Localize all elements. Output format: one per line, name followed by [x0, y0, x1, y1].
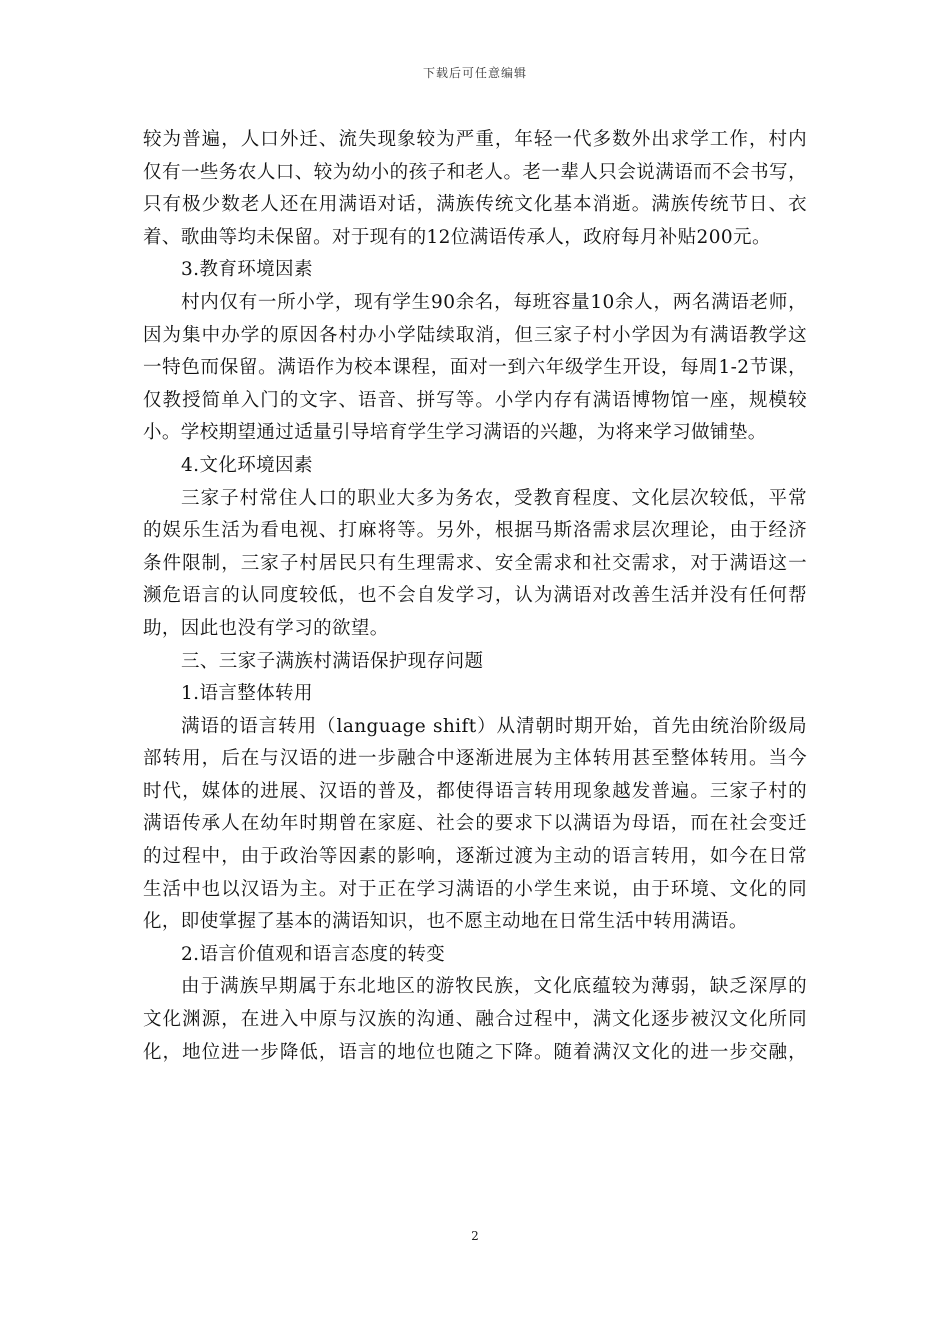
text-line: 2.语言价值观和语言态度的转变: [181, 943, 446, 965]
text-line: 满语的语言转用（language shift）从清朝时期开始，首先由统治阶级局: [181, 715, 807, 737]
text-line: 文化渊源，在进入中原与汉族的沟通、融合过程中，满文化逐步被汉文化所同: [143, 1009, 807, 1031]
text-line: 濒危语言的认同度较低，也不会自发学习，认为满语对改善生活并没有任何帮: [143, 585, 807, 607]
text-line: 条件限制，三家子村居民只有生理需求、安全需求和社交需求，对于满语这一: [143, 552, 807, 574]
text-line: 4.文化环境因素: [181, 454, 313, 476]
text-line: 时代，媒体的进展、汉语的普及，都使得语言转用现象越发普遍。三家子村的: [143, 780, 807, 802]
text-line: 着、歌曲等均未保留。对于现有的12位满语传承人，政府每月补贴200元。: [143, 226, 771, 248]
text-line: 生活中也以汉语为主。对于正在学习满语的小学生来说，由于环境、文化的同: [143, 878, 807, 900]
text-line: 3.教育环境因素: [181, 259, 313, 281]
text-line: 仅有一些务农人口、较为幼小的孩子和老人。老一辈人只会说满语而不会书写，: [143, 161, 807, 183]
page-number: 2: [471, 1229, 479, 1243]
text-line: 村内仅有一所小学，现有学生90余名，每班容量10余人，两名满语老师，: [181, 291, 807, 313]
text-line: 助，因此也没有学习的欲望。: [143, 617, 389, 639]
text-line: 满语传承人在幼年时期曾在家庭、社会的要求下以满语为母语，而在社会变迁: [143, 813, 807, 835]
page-header: 下载后可任意编辑: [422, 66, 527, 80]
text-line: 因为集中办学的原因各村办小学陆续取消，但三家子村小学因为有满语教学这: [143, 324, 807, 346]
text-line: 一特色而保留。满语作为校本课程，面对一到六年级学生开设，每周1-2节课，: [143, 357, 807, 379]
text-line: 部转用，后在与汉语的进一步融合中逐渐进展为主体转用甚至整体转用。当今: [143, 748, 807, 770]
text-line: 的娱乐生活为看电视、打麻将等。另外，根据马斯洛需求层次理论，由于经济: [143, 520, 807, 542]
text-line: 由于满族早期属于东北地区的游牧民族，文化底蕴较为薄弱，缺乏深厚的: [181, 976, 807, 998]
text-line: 1.语言整体转用: [181, 683, 313, 705]
text-line: 仅教授简单入门的文字、语音、拼写等。小学内存有满语博物馆一座，规模较: [143, 389, 807, 411]
text-line: 三家子村常住人口的职业大多为务农，受教育程度、文化层次较低，平常: [181, 487, 807, 509]
text-line: 小。学校期望通过适量引导培育学生学习满语的兴趣，为将来学习做铺垫。: [143, 422, 767, 444]
text-line: 较为普遍，人口外迁、流失现象较为严重，年轻一代多数外出求学工作，村内: [143, 129, 807, 150]
text-line: 化，即使掌握了基本的满语知识，也不愿主动地在日常生活中转用满语。: [143, 911, 748, 933]
text-line: 的过程中，由于政治等因素的影响，逐渐过渡为主动的语言转用，如今在日常: [143, 846, 807, 868]
document-body: [143, 124, 807, 1069]
text-line: 三、三家子满族村满语保护现存问题: [181, 650, 484, 672]
text-line: 化，地位进一步降低，语言的地位也随之下降。随着满汉文化的进一步交融，: [143, 1041, 807, 1063]
text-line: 只有极少数老人还在用满语对话，满族传统文化基本消逝。满族传统节日、衣: [143, 194, 807, 216]
